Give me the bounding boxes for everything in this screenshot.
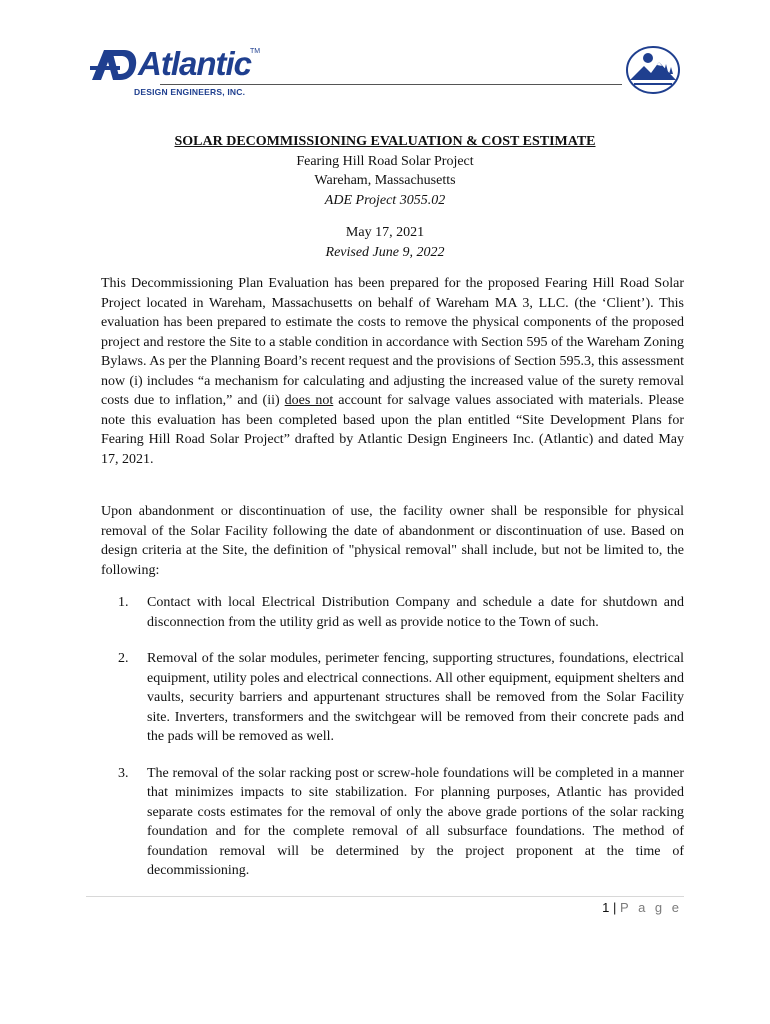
intro-paragraph: [101, 274, 684, 469]
mountain-seal-icon: [624, 44, 682, 96]
project-name: Fearing Hill Road Solar Project: [296, 153, 474, 169]
intro-text-b: account for salvage values associated with materials. Please note this evaluation has been completed based upon the plan entitled “Site Development Plans for Fearing Hill Road Solar Project” drafted by Atlantic Design Engineers Inc. (Atlantic) and dated May 17, 2021.: [101, 393, 684, 467]
logo-trademark: TM: [250, 48, 261, 55]
list-item-number: 3.: [118, 765, 129, 781]
revision-date: Revised June 9, 2022: [325, 244, 445, 260]
ad-logo-mark-icon: [90, 44, 138, 84]
company-logo: [90, 44, 280, 100]
project-location: Wareham, Massachusetts: [314, 173, 456, 188]
logo-subtitle: DESIGN ENGINEERS, INC.: [134, 87, 246, 97]
footer-divider: [86, 896, 684, 897]
removal-steps-list: [101, 593, 684, 898]
intro-text-a: This Decommissioning Plan Evaluation has been prepared for the proposed Fearing Hill Road Solar Project located in Wareham, Massachusetts on behalf of Wareham MA 3, LLC. (the ‘Client’). This evaluation has been prepared to estimate the costs to remove the physical components of the proposed project and restore the Site to a stable condition in accordance with Section 595 of the Wareham Zoning Bylaws. As per the Planning Board’s recent request and the provisions of Section 595.3, this assessment now (i) includes “a mechanism for calculating and adjusting the increased value of the surety removal costs due to inflation,” and (ii): [101, 276, 684, 408]
page-label: P a g e: [620, 900, 682, 915]
project-number: ADE Project 3055.02: [324, 192, 446, 208]
page-separator: |: [613, 900, 617, 915]
intro-underlined-text: does not: [284, 393, 334, 408]
list-item: [101, 764, 684, 881]
document-title: SOLAR DECOMMISSIONING EVALUATION & COST ESTIMATE: [174, 134, 596, 149]
page-number: 1: [602, 900, 610, 915]
list-item-number: 1.: [118, 595, 129, 610]
removal-paragraph: Upon abandonment or discontinuation of use, the facility owner shall be responsible for physical removal of the Solar Facility following the date of abandonment or discontinuation of use. Based on design criteria at the Site, the definition of "physical removal" shall include, but not be limited to, the following:: [101, 504, 684, 578]
title-block: [100, 132, 670, 262]
list-item-number: 2.: [118, 651, 129, 666]
document-date: May 17, 2021: [345, 225, 425, 240]
header-divider: [160, 84, 622, 85]
list-item: [101, 593, 684, 632]
list-item-text: The removal of the solar racking post or screw-hole foundations will be completed in a manner that minimizes impacts to site stabilization. For planning purposes, Atlantic has provided separate costs estimates for the removal of only the above grade portions of the solar racking foundation and for the complete removal of all subsurface foundations. The method of foundation removal will be determined by the project proponent at the time of decommissioning.: [147, 765, 684, 878]
list-item-text: Removal of the solar modules, perimeter fencing, supporting structures, foundations, electrical equipment, utility poles and electrical connections. All other equipment, equipment shelters and vaults, security barriers and appurtenant structures shall be removed from the Solar Facility site. Inverters, transformers and the switchgear will be removed from their concrete pads and the pads will be removed as well.: [147, 651, 684, 744]
list-item-text: Contact with local Electrical Distribution Company and schedule a date for shutdown and disconnection from the utility grid as well as provide notice to the Town of such.: [147, 595, 684, 630]
logo-wordmark: Atlantic: [138, 45, 252, 82]
page-footer: [602, 900, 682, 915]
list-item: [101, 649, 684, 747]
